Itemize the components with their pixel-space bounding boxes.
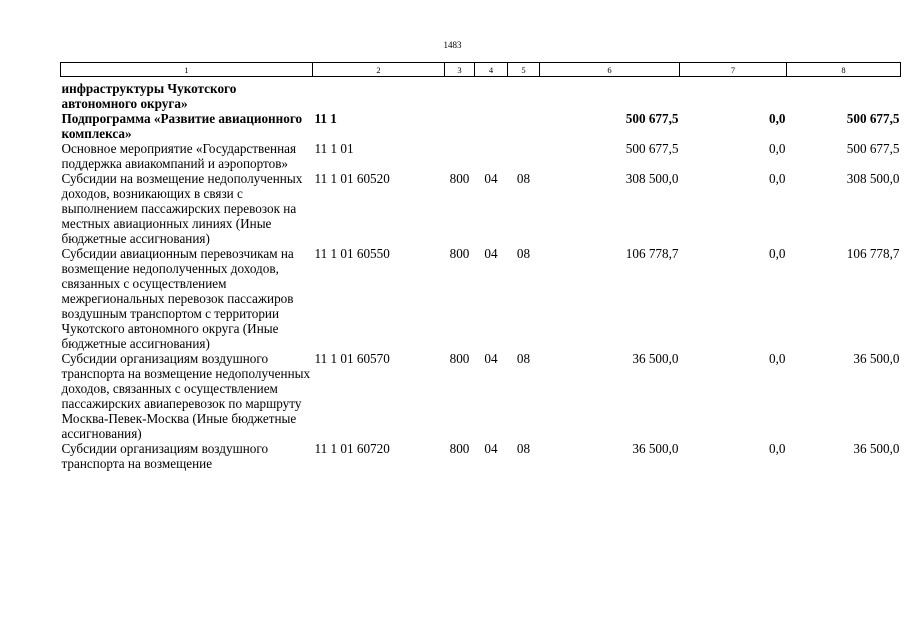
- row-col-6: 500 677,5: [625, 141, 679, 156]
- row-code: 11 1: [314, 111, 337, 126]
- table-body: [61, 77, 901, 472]
- budget-table: [60, 62, 901, 471]
- row-col-3: 800: [449, 246, 470, 261]
- row-col-7: 0,0: [769, 246, 786, 261]
- row-code: 11 1 01 60520: [314, 171, 390, 186]
- row-name: Субсидии организациям воздушного транспорта на возмещение недополученных доходов, связанных с осуществлением пассажирских авиаперевозок по маршруту Москва-Певек-Москва (Иные бюджетные ассигнования): [61, 351, 311, 441]
- row-name: Основное мероприятие «Государственная поддержка авиакомпаний и аэропортов»: [61, 141, 297, 171]
- table-row: [61, 77, 901, 112]
- page-number: 1483: [443, 40, 462, 50]
- row-col-4: 04: [484, 171, 498, 186]
- row-col-7: 0,0: [769, 111, 786, 126]
- header-col-5: 5: [508, 63, 540, 77]
- row-col-6: [540, 77, 680, 112]
- row-col-3: 800: [449, 351, 470, 366]
- row-col-5: [508, 111, 540, 141]
- row-col-5: 08: [516, 246, 531, 261]
- row-col-8: [787, 77, 901, 112]
- row-col-6: 500 677,5: [625, 111, 679, 126]
- row-col-8: 36 500,0: [853, 351, 900, 366]
- table-row: [61, 141, 901, 171]
- row-name: Субсидии авиационным перевозчикам на возмещение недополученных доходов, связанных с осуществлением межрегиональных перевозок пассажиров воздушным транспортом с территории Чукотского автономного округа (Иные бюджетные ассигнования): [61, 246, 294, 351]
- row-col-8: 36 500,0: [853, 441, 900, 456]
- row-col-5: [508, 141, 540, 171]
- row-col-7: 0,0: [769, 171, 786, 186]
- row-col-3: [445, 141, 475, 171]
- row-name: Подпрограмма «Развитие авиационного комплекса»: [61, 111, 303, 141]
- row-col-7: 0,0: [769, 441, 786, 456]
- header-col-3: 3: [445, 63, 475, 77]
- header-col-1: 1: [61, 63, 313, 77]
- row-col-6: 36 500,0: [632, 441, 679, 456]
- row-col-8: 500 677,5: [846, 111, 900, 126]
- row-code: 11 1 01 60570: [314, 351, 390, 366]
- table-row: [61, 111, 901, 141]
- row-code: 11 1 01: [314, 141, 354, 156]
- table-row: [61, 246, 901, 351]
- header-col-6: 6: [540, 63, 680, 77]
- row-code: 11 1 01 60550: [314, 246, 390, 261]
- header-col-2: 2: [313, 63, 445, 77]
- row-col-3: [445, 111, 475, 141]
- row-name: Субсидии организациям воздушного транспорта на возмещение: [61, 441, 269, 471]
- row-col-5: 08: [516, 171, 531, 186]
- row-col-6: 106 778,7: [625, 246, 679, 261]
- row-col-6: 36 500,0: [632, 351, 679, 366]
- row-col-4: [475, 77, 508, 112]
- row-code: 11 1 01 60720: [314, 441, 390, 456]
- row-col-5: 08: [516, 351, 531, 366]
- header-col-8: 8: [787, 63, 901, 77]
- row-col-3: [445, 77, 475, 112]
- row-col-7: [680, 77, 787, 112]
- header-col-7: 7: [680, 63, 787, 77]
- row-col-4: [475, 111, 508, 141]
- header-row: [61, 63, 901, 77]
- row-col-4: 04: [484, 351, 498, 366]
- row-col-5: 08: [516, 441, 531, 456]
- row-col-7: 0,0: [769, 141, 786, 156]
- row-col-7: 0,0: [769, 351, 786, 366]
- table-row: [61, 441, 901, 471]
- row-col-3: 800: [449, 171, 470, 186]
- row-col-3: 800: [449, 441, 470, 456]
- row-col-8: 308 500,0: [846, 171, 900, 186]
- row-name: Субсидии на возмещение недополученных доходов, возникающих в связи с выполнением пассажирских перевозок на местных авиационных линиях (Иные бюджетные ассигнования): [61, 171, 303, 246]
- header-col-4: 4: [475, 63, 508, 77]
- row-name: инфраструктуры Чукотского автономного округа»: [61, 81, 237, 111]
- table-row: [61, 171, 901, 246]
- row-col-5: [508, 77, 540, 112]
- row-col-4: [475, 141, 508, 171]
- row-col-8: 106 778,7: [846, 246, 900, 261]
- row-col-8: 500 677,5: [846, 141, 900, 156]
- row-code: [313, 77, 445, 112]
- table-row: [61, 351, 901, 441]
- row-col-6: 308 500,0: [625, 171, 679, 186]
- row-col-4: 04: [484, 441, 498, 456]
- row-col-4: 04: [484, 246, 498, 261]
